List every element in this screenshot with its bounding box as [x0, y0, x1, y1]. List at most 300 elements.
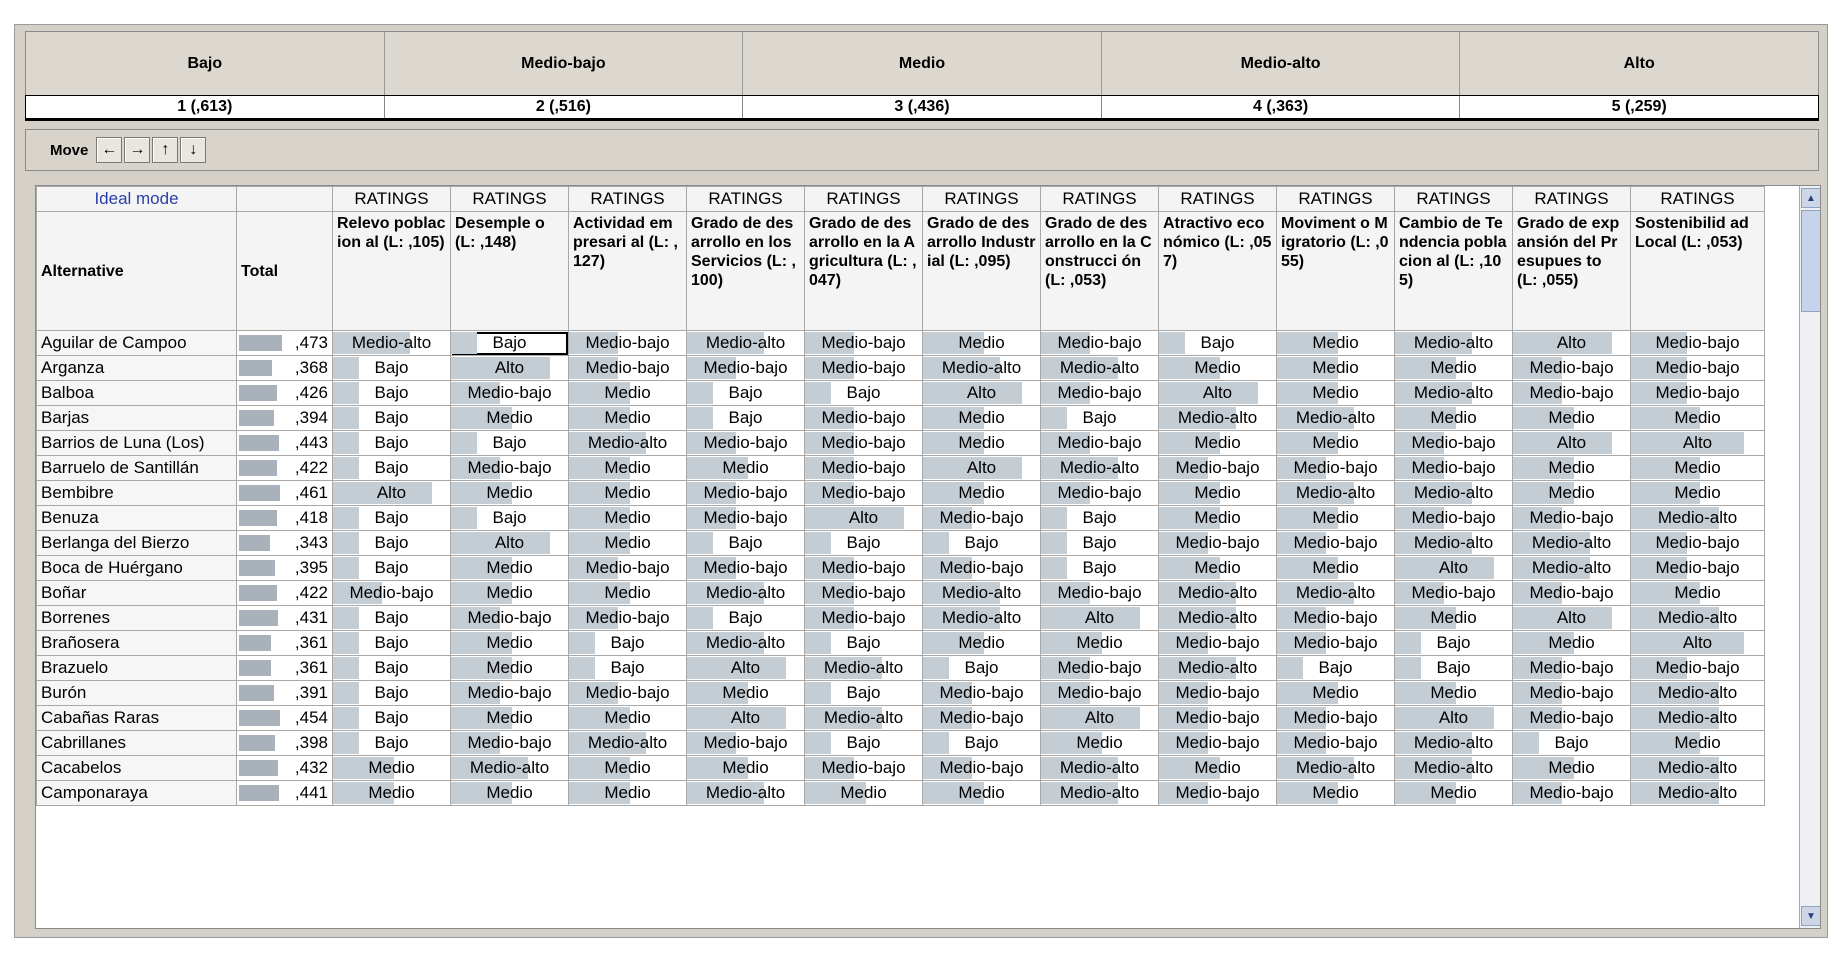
rating-cell[interactable]	[333, 681, 451, 706]
rating-cell[interactable]	[1159, 506, 1277, 531]
rating-cell[interactable]	[923, 706, 1041, 731]
rating-cell[interactable]	[1631, 656, 1765, 681]
rating-cell[interactable]	[805, 756, 923, 781]
alternative-header[interactable]: Alternative	[37, 212, 237, 331]
alternative-name[interactable]: Boñar	[37, 581, 237, 606]
table-row[interactable]	[37, 431, 1765, 456]
rating-cell[interactable]	[1277, 331, 1395, 356]
rating-cell[interactable]	[451, 756, 569, 781]
rating-cell[interactable]	[1277, 456, 1395, 481]
rating-cell[interactable]	[1513, 556, 1631, 581]
rating-cell[interactable]	[1631, 756, 1765, 781]
rating-cell[interactable]	[451, 681, 569, 706]
rating-cell[interactable]	[1395, 356, 1513, 381]
alternative-name[interactable]: Barjas	[37, 406, 237, 431]
rating-cell[interactable]	[333, 756, 451, 781]
rating-cell[interactable]	[569, 606, 687, 631]
rating-cell[interactable]	[569, 506, 687, 531]
rating-cell[interactable]	[687, 756, 805, 781]
rating-cell[interactable]	[451, 506, 569, 531]
criterion-header[interactable]: Grado de desarrollo en los Servicios (L: ,100)	[687, 212, 805, 331]
rating-cell[interactable]	[1159, 531, 1277, 556]
rating-cell[interactable]	[451, 606, 569, 631]
rating-cell[interactable]	[1631, 381, 1765, 406]
rating-cell[interactable]	[923, 431, 1041, 456]
rating-cell[interactable]	[333, 731, 451, 756]
rating-cell[interactable]	[569, 356, 687, 381]
rating-cell[interactable]	[805, 706, 923, 731]
rating-cell[interactable]	[1513, 406, 1631, 431]
criterion-header[interactable]: Grado de desarrollo en la Agricultura (L: ,047)	[805, 212, 923, 331]
scale-level-medio-bajo[interactable]: Medio-bajo	[385, 32, 744, 96]
rating-cell[interactable]	[805, 506, 923, 531]
rating-cell[interactable]	[923, 681, 1041, 706]
rating-cell[interactable]	[1159, 406, 1277, 431]
rating-cell[interactable]	[333, 381, 451, 406]
rating-cell[interactable]	[805, 481, 923, 506]
rating-cell[interactable]	[1277, 531, 1395, 556]
rating-cell[interactable]	[923, 581, 1041, 606]
rating-cell[interactable]	[333, 531, 451, 556]
rating-cell[interactable]	[333, 631, 451, 656]
rating-cell[interactable]	[1041, 456, 1159, 481]
rating-cell[interactable]	[333, 331, 451, 356]
rating-cell[interactable]	[1159, 731, 1277, 756]
rating-cell[interactable]	[1395, 556, 1513, 581]
rating-cell[interactable]	[1041, 631, 1159, 656]
rating-cell[interactable]	[687, 406, 805, 431]
rating-cell[interactable]	[1277, 731, 1395, 756]
table-row[interactable]	[37, 731, 1765, 756]
rating-cell[interactable]	[805, 381, 923, 406]
rating-cell[interactable]	[805, 781, 923, 806]
rating-cell[interactable]	[569, 581, 687, 606]
move-left-arrow-icon[interactable]: ←	[96, 137, 122, 163]
rating-cell[interactable]	[1631, 531, 1765, 556]
rating-cell[interactable]	[451, 406, 569, 431]
rating-cell[interactable]	[1513, 731, 1631, 756]
rating-cell[interactable]	[333, 506, 451, 531]
rating-cell[interactable]	[1395, 331, 1513, 356]
rating-cell[interactable]	[1395, 406, 1513, 431]
rating-cell[interactable]	[1395, 431, 1513, 456]
rating-cell[interactable]	[333, 481, 451, 506]
rating-cell[interactable]	[687, 431, 805, 456]
rating-cell[interactable]	[1513, 356, 1631, 381]
alternative-name[interactable]: Arganza	[37, 356, 237, 381]
criterion-header[interactable]: Atractivo económico (L: ,057)	[1159, 212, 1277, 331]
rating-cell[interactable]	[569, 781, 687, 806]
total-cell	[237, 581, 333, 606]
rating-cell[interactable]	[569, 556, 687, 581]
rating-cell[interactable]	[1041, 681, 1159, 706]
alternative-name[interactable]: Camponaraya	[37, 781, 237, 806]
table-row[interactable]	[37, 456, 1765, 481]
rating-cell[interactable]	[569, 756, 687, 781]
rating-cell[interactable]	[1041, 556, 1159, 581]
rating-cell[interactable]	[1159, 556, 1277, 581]
ideal-mode-link[interactable]: Ideal mode	[37, 187, 237, 212]
rating-cell[interactable]	[687, 581, 805, 606]
rating-cell[interactable]	[1631, 681, 1765, 706]
rating-cell[interactable]	[569, 731, 687, 756]
table-row[interactable]	[37, 756, 1765, 781]
rating-cell[interactable]	[451, 356, 569, 381]
move-toolbar	[25, 129, 1819, 171]
criterion-header[interactable]: Sostenibilid ad Local (L: ,053)	[1631, 212, 1765, 331]
rating-value: Medio-bajo	[703, 558, 788, 577]
rating-cell[interactable]	[1513, 706, 1631, 731]
table-row[interactable]	[37, 481, 1765, 506]
rating-cell[interactable]	[333, 431, 451, 456]
rating-cell[interactable]	[1159, 481, 1277, 506]
rating-value: Bajo	[728, 408, 763, 427]
rating-cell[interactable]	[1395, 381, 1513, 406]
scroll-thumb[interactable]	[1801, 210, 1821, 312]
alternative-name[interactable]: Brañosera	[37, 631, 237, 656]
rating-cell[interactable]	[1159, 631, 1277, 656]
rating-cell[interactable]	[923, 531, 1041, 556]
rating-cell[interactable]	[687, 781, 805, 806]
total-header[interactable]: Total	[237, 212, 333, 331]
rating-cell[interactable]	[1041, 406, 1159, 431]
rating-cell[interactable]	[1277, 781, 1395, 806]
rating-cell[interactable]	[451, 631, 569, 656]
rating-cell[interactable]	[1159, 681, 1277, 706]
rating-cell[interactable]	[805, 656, 923, 681]
alternative-name[interactable]: Aguilar de Campoo	[37, 331, 237, 356]
alternative-name[interactable]: Cabrillanes	[37, 731, 237, 756]
rating-cell[interactable]	[805, 456, 923, 481]
rating-cell[interactable]	[1041, 331, 1159, 356]
rating-cell[interactable]	[1395, 456, 1513, 481]
rating-cell[interactable]	[1159, 656, 1277, 681]
rating-cell[interactable]	[923, 781, 1041, 806]
alternative-name[interactable]: Berlanga del Bierzo	[37, 531, 237, 556]
rating-cell[interactable]	[333, 456, 451, 481]
scroll-up-icon[interactable]: ▲	[1801, 188, 1821, 208]
rating-cell[interactable]	[805, 606, 923, 631]
rating-cell[interactable]	[805, 331, 923, 356]
rating-cell[interactable]	[687, 506, 805, 531]
rating-cell[interactable]	[333, 581, 451, 606]
rating-cell[interactable]	[687, 356, 805, 381]
rating-cell[interactable]	[1159, 756, 1277, 781]
rating-cell[interactable]	[805, 431, 923, 456]
alternative-name[interactable]: Benuza	[37, 506, 237, 531]
rating-cell[interactable]	[1631, 356, 1765, 381]
rating-cell[interactable]	[805, 581, 923, 606]
rating-cell[interactable]	[687, 706, 805, 731]
rating-cell[interactable]	[805, 531, 923, 556]
rating-cell[interactable]	[1041, 756, 1159, 781]
alternative-name[interactable]: Boca de Huérgano	[37, 556, 237, 581]
rating-cell[interactable]	[333, 706, 451, 731]
scale-level-medio-alto[interactable]: Medio-alto	[1102, 32, 1461, 96]
rating-cell[interactable]	[805, 631, 923, 656]
rating-cell[interactable]	[1277, 606, 1395, 631]
rating-cell[interactable]	[1041, 481, 1159, 506]
rating-cell[interactable]	[569, 531, 687, 556]
table-row[interactable]	[37, 506, 1765, 531]
rating-cell[interactable]	[1395, 581, 1513, 606]
move-down-arrow-icon[interactable]: ↓	[180, 137, 206, 163]
rating-cell[interactable]	[923, 331, 1041, 356]
rating-cell[interactable]	[805, 681, 923, 706]
rating-cell[interactable]	[1159, 581, 1277, 606]
rating-cell[interactable]	[333, 606, 451, 631]
rating-cell[interactable]	[1159, 331, 1277, 356]
table-row[interactable]	[37, 531, 1765, 556]
rating-cell[interactable]	[923, 631, 1041, 656]
rating-cell[interactable]	[923, 656, 1041, 681]
rating-cell[interactable]	[451, 331, 569, 356]
rating-cell[interactable]	[1513, 631, 1631, 656]
rating-cell[interactable]	[687, 531, 805, 556]
rating-cell[interactable]	[1041, 581, 1159, 606]
rating-cell[interactable]	[1277, 406, 1395, 431]
criterion-header[interactable]: Grado de expansión del Presupues to (L: ,055)	[1513, 212, 1631, 331]
rating-cell[interactable]	[1631, 481, 1765, 506]
rating-cell[interactable]	[333, 656, 451, 681]
rating-cell[interactable]	[1513, 331, 1631, 356]
rating-cell[interactable]	[451, 706, 569, 731]
rating-cell[interactable]	[1395, 481, 1513, 506]
rating-cell[interactable]	[1395, 506, 1513, 531]
rating-cell[interactable]	[1513, 481, 1631, 506]
rating-cell[interactable]	[687, 606, 805, 631]
rating-cell[interactable]	[1631, 631, 1765, 656]
rating-cell[interactable]	[1395, 656, 1513, 681]
rating-cell[interactable]	[1631, 406, 1765, 431]
rating-cell[interactable]	[1631, 506, 1765, 531]
rating-cell[interactable]	[451, 581, 569, 606]
rating-cell[interactable]	[1041, 731, 1159, 756]
table-row[interactable]	[37, 681, 1765, 706]
rating-cell[interactable]	[333, 556, 451, 581]
rating-cell[interactable]	[1041, 706, 1159, 731]
rating-cell[interactable]	[1395, 606, 1513, 631]
rating-cell[interactable]	[1513, 606, 1631, 631]
rating-cell[interactable]	[451, 431, 569, 456]
rating-cell[interactable]	[805, 556, 923, 581]
rating-cell[interactable]	[923, 606, 1041, 631]
alternative-name[interactable]: Brazuelo	[37, 656, 237, 681]
move-up-arrow-icon[interactable]: ↑	[152, 137, 178, 163]
rating-cell[interactable]	[1395, 731, 1513, 756]
rating-cell[interactable]	[1395, 681, 1513, 706]
rating-cell[interactable]	[1513, 756, 1631, 781]
rating-cell[interactable]	[451, 481, 569, 506]
rating-cell[interactable]	[1277, 681, 1395, 706]
rating-cell[interactable]	[1041, 381, 1159, 406]
rating-cell[interactable]	[1041, 431, 1159, 456]
alternative-name[interactable]: Borrenes	[37, 606, 237, 631]
rating-cell[interactable]	[1277, 431, 1395, 456]
alternative-name[interactable]: Barrios de Luna (Los)	[37, 431, 237, 456]
rating-cell[interactable]	[1041, 356, 1159, 381]
rating-cell[interactable]	[687, 381, 805, 406]
rating-cell[interactable]	[1159, 456, 1277, 481]
rating-cell[interactable]	[687, 556, 805, 581]
rating-cell[interactable]	[923, 406, 1041, 431]
rating-cell[interactable]	[1513, 656, 1631, 681]
rating-cell[interactable]	[1277, 506, 1395, 531]
scale-level-alto[interactable]: Alto	[1623, 55, 1655, 72]
rating-cell[interactable]	[1631, 556, 1765, 581]
rating-cell[interactable]	[333, 406, 451, 431]
rating-cell[interactable]	[569, 331, 687, 356]
alternative-name[interactable]: Burón	[37, 681, 237, 706]
rating-cell[interactable]	[687, 656, 805, 681]
rating-cell[interactable]	[1631, 606, 1765, 631]
rating-cell[interactable]	[451, 781, 569, 806]
rating-cell[interactable]	[1631, 581, 1765, 606]
rating-cell[interactable]	[1631, 456, 1765, 481]
criterion-header[interactable]: Grado de desarrollo en la Construcci ón (L: ,053)	[1041, 212, 1159, 331]
vertical-scrollbar[interactable]	[1799, 186, 1820, 928]
rating-cell[interactable]	[451, 731, 569, 756]
rating-cell[interactable]	[1513, 456, 1631, 481]
rating-cell[interactable]	[1277, 656, 1395, 681]
rating-cell[interactable]	[1277, 706, 1395, 731]
rating-bar	[923, 532, 949, 554]
table-row[interactable]	[37, 556, 1765, 581]
rating-cell[interactable]	[1159, 431, 1277, 456]
rating-cell[interactable]	[1631, 431, 1765, 456]
rating-cell[interactable]	[923, 481, 1041, 506]
total-bar	[239, 535, 270, 551]
alternative-name[interactable]: Cabañas Raras	[37, 706, 237, 731]
rating-cell[interactable]	[1513, 431, 1631, 456]
rating-cell[interactable]	[451, 381, 569, 406]
table-row[interactable]	[37, 581, 1765, 606]
criterion-header[interactable]: Desemple o (L: ,148)	[451, 212, 569, 331]
table-row[interactable]	[37, 606, 1765, 631]
rating-cell[interactable]	[1631, 731, 1765, 756]
rating-cell[interactable]	[1513, 681, 1631, 706]
criterion-header[interactable]: Cambio de Tendencia poblacion al (L: ,105)	[1395, 212, 1513, 331]
rating-cell[interactable]	[1041, 506, 1159, 531]
rating-cell[interactable]	[569, 631, 687, 656]
scale-level-medio[interactable]: Medio	[743, 32, 1102, 96]
alternative-name[interactable]: Balboa	[37, 381, 237, 406]
rating-cell[interactable]	[923, 731, 1041, 756]
scale-level-bajo[interactable]: Bajo	[26, 32, 385, 96]
rating-cell[interactable]	[451, 531, 569, 556]
rating-cell[interactable]	[569, 656, 687, 681]
rating-cell[interactable]	[1277, 381, 1395, 406]
rating-cell[interactable]	[687, 456, 805, 481]
rating-cell[interactable]	[451, 656, 569, 681]
rating-cell[interactable]	[569, 431, 687, 456]
rating-cell[interactable]	[1041, 656, 1159, 681]
rating-cell[interactable]	[1041, 606, 1159, 631]
table-row[interactable]	[37, 331, 1765, 356]
rating-cell[interactable]	[1041, 781, 1159, 806]
rating-cell[interactable]	[923, 381, 1041, 406]
rating-cell[interactable]	[569, 706, 687, 731]
scroll-down-icon[interactable]: ▼	[1801, 906, 1821, 926]
rating-cell[interactable]	[1159, 781, 1277, 806]
table-row[interactable]	[37, 406, 1765, 431]
rating-cell[interactable]	[923, 506, 1041, 531]
rating-cell[interactable]	[1395, 756, 1513, 781]
criterion-header[interactable]: Relevo poblacion al (L: ,105)	[333, 212, 451, 331]
rating-cell[interactable]	[923, 456, 1041, 481]
rating-cell[interactable]	[1159, 606, 1277, 631]
rating-cell[interactable]	[1631, 331, 1765, 356]
table-row[interactable]	[37, 706, 1765, 731]
table-row[interactable]	[37, 356, 1765, 381]
rating-cell[interactable]	[1513, 506, 1631, 531]
criterion-header[interactable]: Moviment o Migratorio (L: ,055)	[1277, 212, 1395, 331]
table-row[interactable]	[37, 781, 1765, 806]
criterion-header[interactable]: Actividad empresari al (L: ,127)	[569, 212, 687, 331]
rating-cell[interactable]	[1513, 781, 1631, 806]
rating-cell[interactable]	[687, 731, 805, 756]
rating-cell[interactable]	[1395, 531, 1513, 556]
rating-cell[interactable]	[569, 456, 687, 481]
rating-cell[interactable]	[687, 331, 805, 356]
rating-cell[interactable]	[1159, 381, 1277, 406]
rating-cell[interactable]	[1041, 531, 1159, 556]
rating-cell[interactable]	[569, 481, 687, 506]
rating-cell[interactable]	[805, 406, 923, 431]
table-row[interactable]	[37, 656, 1765, 681]
table-row[interactable]	[37, 631, 1765, 656]
rating-cell[interactable]	[1631, 781, 1765, 806]
rating-cell[interactable]	[569, 681, 687, 706]
rating-cell[interactable]	[1277, 556, 1395, 581]
rating-cell[interactable]	[451, 456, 569, 481]
rating-cell[interactable]	[805, 731, 923, 756]
rating-cell[interactable]	[805, 356, 923, 381]
rating-cell[interactable]	[923, 556, 1041, 581]
alternative-name[interactable]: Bembibre	[37, 481, 237, 506]
rating-cell[interactable]	[1159, 706, 1277, 731]
table-row[interactable]	[37, 381, 1765, 406]
rating-cell[interactable]	[1277, 581, 1395, 606]
rating-cell[interactable]	[1513, 581, 1631, 606]
rating-cell[interactable]	[687, 481, 805, 506]
rating-cell[interactable]	[1277, 756, 1395, 781]
rating-cell[interactable]	[1277, 481, 1395, 506]
rating-cell[interactable]	[1277, 631, 1395, 656]
rating-cell[interactable]	[451, 556, 569, 581]
rating-cell[interactable]	[1631, 706, 1765, 731]
rating-cell[interactable]	[1395, 706, 1513, 731]
rating-cell[interactable]	[687, 681, 805, 706]
rating-cell[interactable]	[333, 356, 451, 381]
move-right-arrow-icon[interactable]: →	[124, 137, 150, 163]
rating-cell[interactable]	[1513, 531, 1631, 556]
rating-cell[interactable]	[569, 406, 687, 431]
criterion-header[interactable]: Grado de desarrollo Industrial (L: ,095)	[923, 212, 1041, 331]
rating-cell[interactable]	[1395, 631, 1513, 656]
rating-cell[interactable]	[1513, 381, 1631, 406]
rating-cell[interactable]	[333, 781, 451, 806]
rating-cell[interactable]	[923, 356, 1041, 381]
rating-cell[interactable]	[1395, 781, 1513, 806]
rating-cell[interactable]	[687, 631, 805, 656]
alternative-name[interactable]: Cacabelos	[37, 756, 237, 781]
rating-cell[interactable]	[1277, 356, 1395, 381]
rating-cell[interactable]	[1159, 356, 1277, 381]
rating-cell[interactable]	[923, 756, 1041, 781]
rating-cell[interactable]	[569, 381, 687, 406]
alternative-name[interactable]: Barruelo de Santillán	[37, 456, 237, 481]
